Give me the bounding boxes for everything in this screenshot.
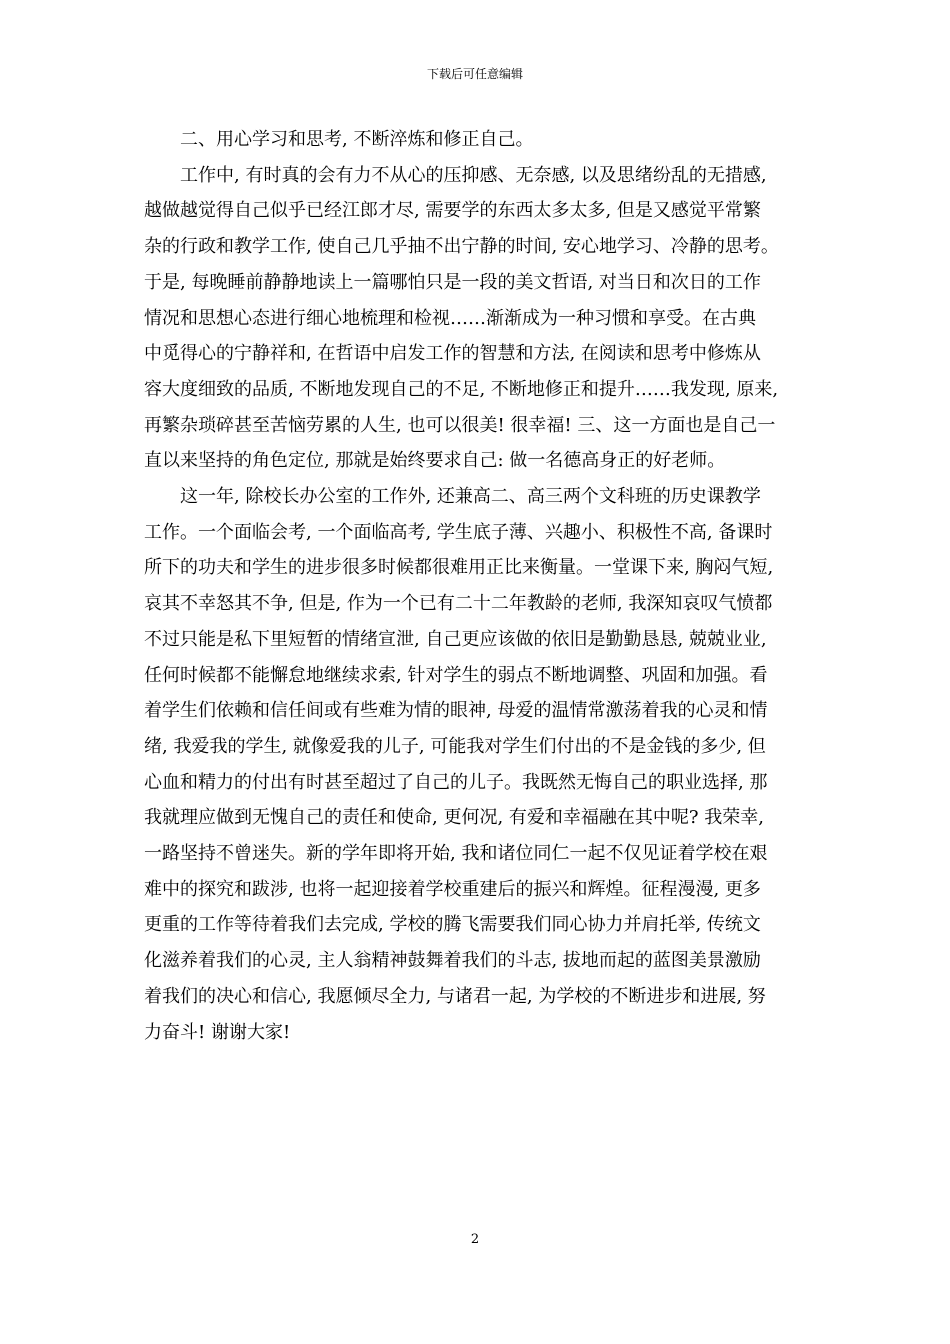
paragraph-3: 这一年, 除校长办公室的工作外, 还兼高二、高三两个文科班的历史课教学 工作。一个面临会考, 一个面临高考, 学生底子薄、兴趣小、积极性不高, 备课时 所下的功夫和学生的进步很多时候都很难用正比来衡量。一堂课下来, 胸闷气短, 哀其不幸怒其不争, 但是, 作为一个已有二十二年教龄的老师, 我深知哀叹气愤都 不过只能是私下里短暂的情绪宣泄, 自己更应该做的依旧是勤勤恳恳, 兢兢业业, 任何时候都不能懈怠地继续求索, 针对学生的弱点不断地调整、巩固和加强。看 着学生们依赖和信任间或有些难为情的眼神, 母爱的温情常激荡着我的心灵和情 绪, 我爱我的学生, 就像爱我的儿子, 可能我对学生们付出的不是金钱的多少, 但 心血和精力的付出有时甚至超过了自己的儿子。我既然无悔自己的职业选择, 那 我就理应做到无愧自己的责任和使命, 更何况, 有爱和幸福融在其中呢? 我荣幸, 一路坚持不曾迷失。新的学年即将开始, 我和诸位同仁一起不仅见证着学校在艰 难中的探究和跋涉, 也将一起迎接着学校重建后的振兴和辉煌。征程漫漫, 更多 更重的工作等待着我们去完成, 学校的腾飞需要我们同心协力并肩托举, 传统文 化滋养着我们的心灵, 主人翁精神鼓舞着我们的斗志, 拔地而起的蓝图美景激励 着我们的决心和信心, 我愿倾尽全力, 与诸君一起, 为学校的不断进步和进展, 努 力奋斗! 谢谢大家! xyxy=(144,486,774,1043)
paragraph-1: 二、用心学习和思考, 不断淬炼和修正自己。 xyxy=(180,129,534,150)
page-number: 2 xyxy=(470,1232,480,1247)
page-header: 下载后可任意编辑 xyxy=(426,67,523,81)
document-body xyxy=(144,122,808,1050)
paragraph-2: 工作中, 有时真的会有力不从心的压抑感、无奈感, 以及思绪纷乱的无措感, 越做越觉得自己似乎已经江郎才尽, 需要学的东西太多太多, 但是又感觉平常繁 杂的行政和教学工作, 使自己几乎抽不出宁静的时间, 安心地学习、冷静的思考。 于是, 每晚睡前静静地读上一篇哪怕只是一段的美文哲语, 对当日和次日的工作 情况和思想心态进行细心地梳理和检视……渐渐成为一种习惯和享受。在古典 中觅得心的宁静祥和, 在哲语中启发工作的智慧和方法, 在阅读和思考中修炼从 容大度细致的品质, 不断地发现自己的不足, 不断地修正和提升……我发现, 原来, 再繁杂琐碎甚至苦恼劳累的人生, 也可以很美! 很幸福! 三、这一方面也是自己一 直以来坚持的角色定位, 那就是始终要求自己: 做一名德高身正的好老师。 xyxy=(144,164,779,472)
